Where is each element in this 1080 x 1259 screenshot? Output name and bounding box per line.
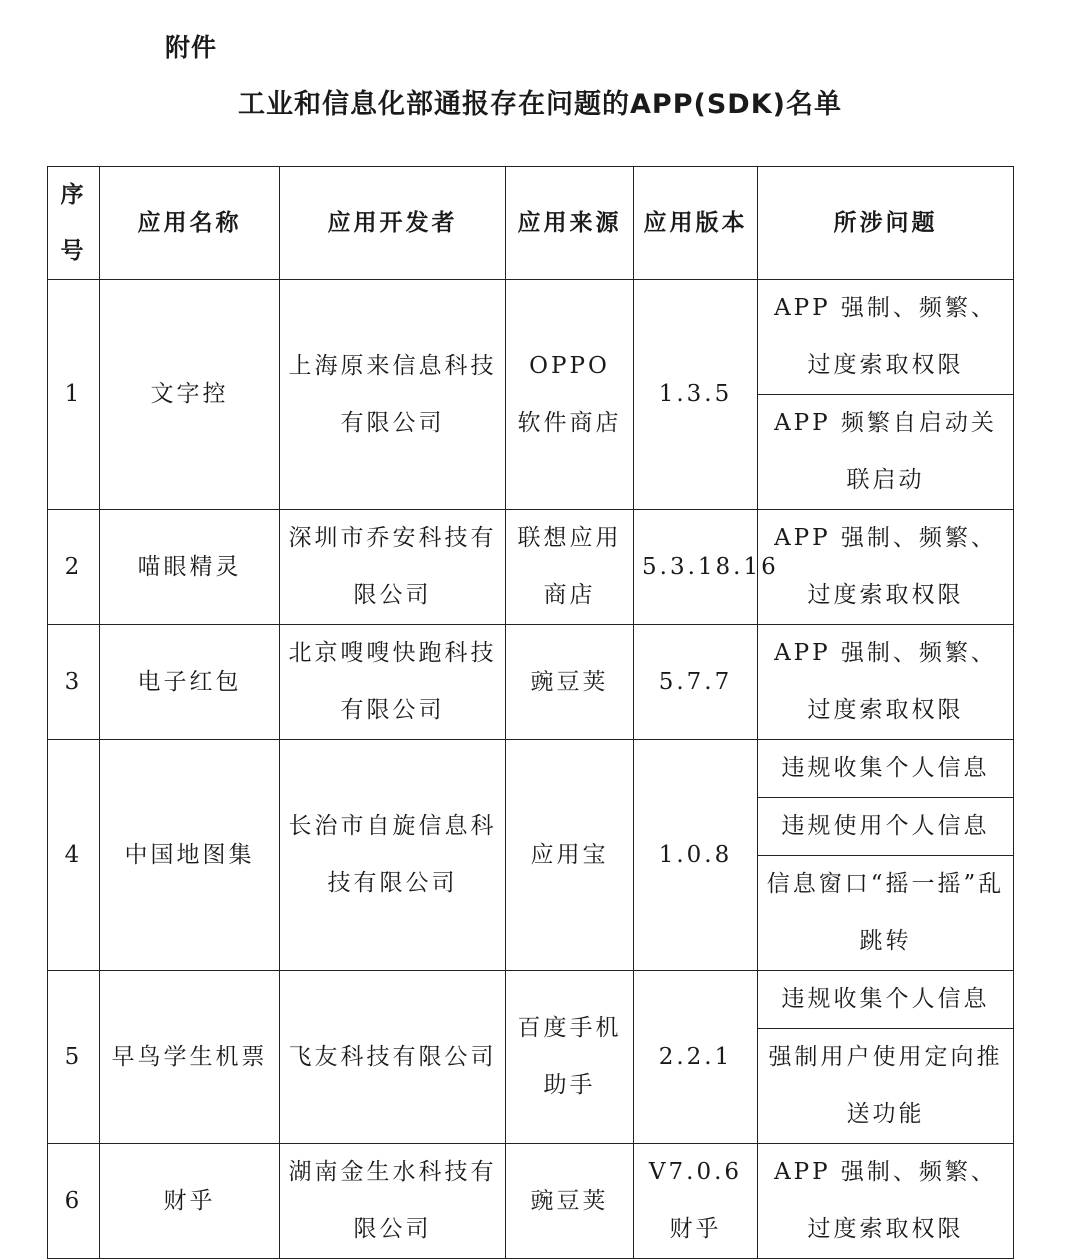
cell-issue: 违规收集个人信息: [758, 971, 1014, 1029]
cell-seq: 5: [48, 971, 100, 1144]
table-row: [48, 971, 1014, 1029]
cell-version: 5.7.7: [634, 625, 758, 740]
header-source: 应用来源: [506, 167, 634, 280]
cell-developer: 深圳市乔安科技有限公司: [280, 510, 506, 625]
cell-version: 1.0.8: [634, 740, 758, 971]
cell-issue: APP 强制、频繁、过度索取权限: [758, 280, 1014, 395]
cell-issue: 违规使用个人信息: [758, 798, 1014, 856]
cell-issue: APP 强制、频繁、过度索取权限: [758, 625, 1014, 740]
cell-issue: APP 频繁自启动关联启动: [758, 395, 1014, 510]
cell-seq: 2: [48, 510, 100, 625]
cell-version: V7.0.6 财乎: [634, 1144, 758, 1259]
cell-source: 联想应用商店: [506, 510, 634, 625]
header-issues: 所涉问题: [758, 167, 1014, 280]
cell-app-name: 财乎: [100, 1144, 280, 1259]
cell-issue: 信息窗口“摇一摇”乱跳转: [758, 856, 1014, 971]
table-row: [48, 625, 1014, 740]
table-row: [48, 280, 1014, 395]
cell-seq: 6: [48, 1144, 100, 1259]
cell-version: 1.3.5: [634, 280, 758, 510]
table-row: [48, 740, 1014, 798]
cell-source: OPPO 软件商店: [506, 280, 634, 510]
cell-app-name: 喵眼精灵: [100, 510, 280, 625]
cell-source: 豌豆荚: [506, 625, 634, 740]
cell-seq: 3: [48, 625, 100, 740]
header-app-name: 应用名称: [100, 167, 280, 280]
table-row: [48, 1144, 1014, 1259]
cell-developer: 飞友科技有限公司: [280, 971, 506, 1144]
cell-seq: 4: [48, 740, 100, 971]
header-version: 应用版本: [634, 167, 758, 280]
cell-issue: 违规收集个人信息: [758, 740, 1014, 798]
cell-seq: 1: [48, 280, 100, 510]
cell-source: 应用宝: [506, 740, 634, 971]
header-developer: 应用开发者: [280, 167, 506, 280]
cell-version: 2.2.1: [634, 971, 758, 1144]
cell-developer: 长治市自旋信息科技有限公司: [280, 740, 506, 971]
cell-source: 百度手机助手: [506, 971, 634, 1144]
attachment-label: 附件: [165, 33, 218, 62]
cell-app-name: 文字控: [100, 280, 280, 510]
cell-developer: 湖南金生水科技有限公司: [280, 1144, 506, 1259]
cell-developer: 上海原来信息科技有限公司: [280, 280, 506, 510]
cell-app-name: 中国地图集: [100, 740, 280, 971]
cell-developer: 北京嗖嗖快跑科技有限公司: [280, 625, 506, 740]
cell-version: 5.3.18.16: [634, 510, 758, 625]
cell-issue: APP 强制、频繁、过度索取权限: [758, 1144, 1014, 1259]
header-seq: 序号: [48, 167, 100, 280]
document-title: 工业和信息化部通报存在问题的APP(SDK)名单: [238, 89, 842, 120]
cell-source: 豌豆荚: [506, 1144, 634, 1259]
cell-issue: 强制用户使用定向推送功能: [758, 1029, 1014, 1144]
table-row: [48, 510, 1014, 625]
table-header-row: [48, 167, 1014, 280]
cell-app-name: 早鸟学生机票: [100, 971, 280, 1144]
app-list-table: [47, 166, 1014, 1259]
cell-issue: APP 强制、频繁、过度索取权限: [758, 510, 1014, 625]
cell-app-name: 电子红包: [100, 625, 280, 740]
